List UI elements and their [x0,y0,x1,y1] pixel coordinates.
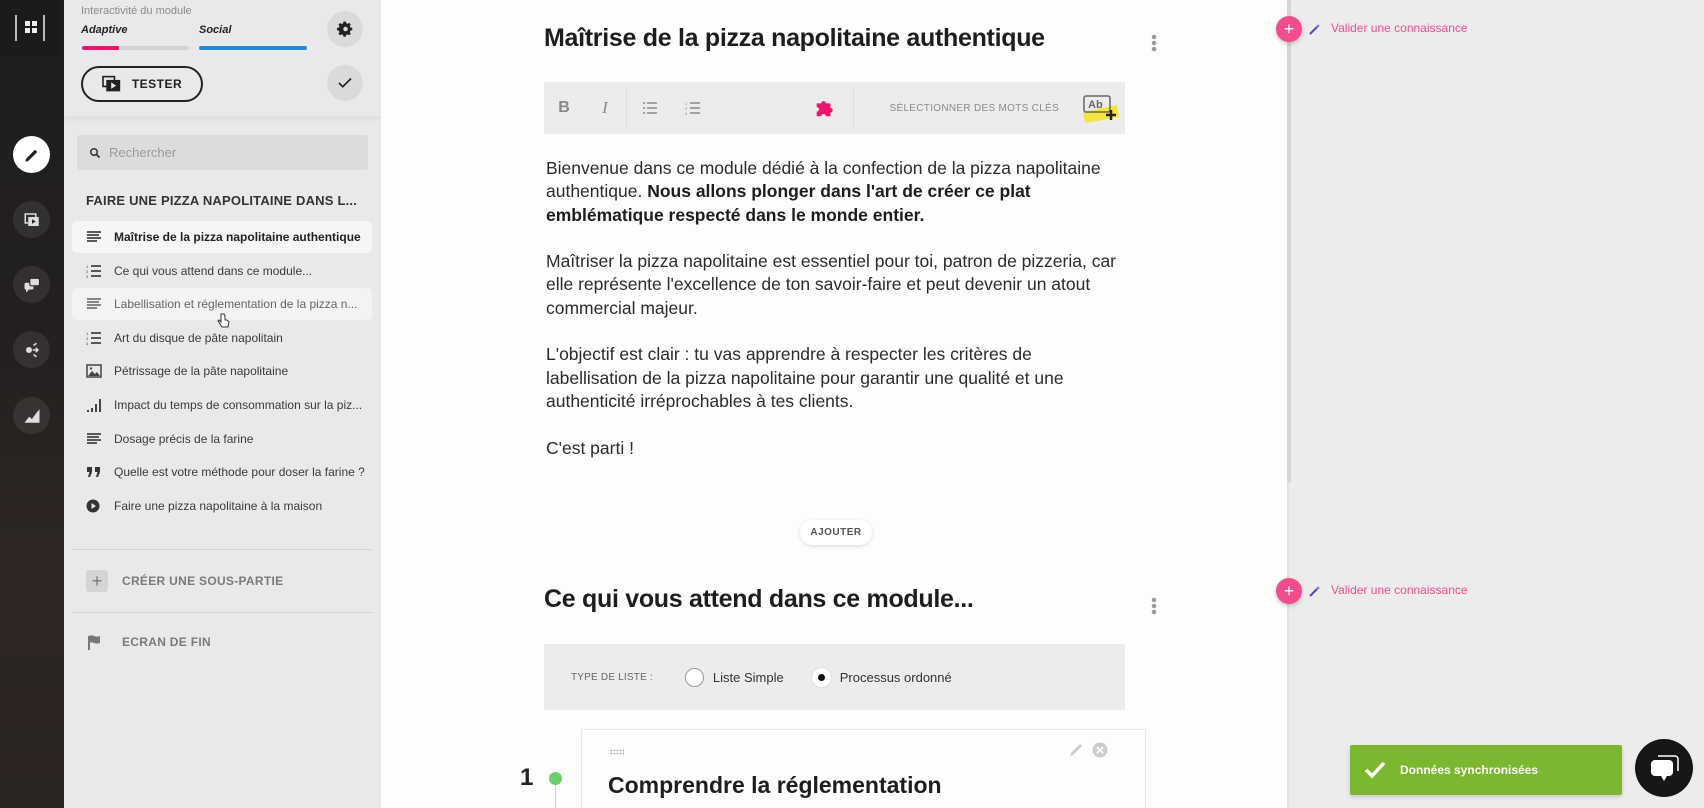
validate-module-button[interactable] [327,65,363,101]
tester-label: TESTER [131,77,183,91]
gear-icon [336,20,354,38]
image-icon [86,364,102,378]
settings-button[interactable] [327,11,363,47]
chapter-item[interactable] [72,389,372,421]
plus-icon: + [1283,580,1295,601]
divider [72,549,372,550]
text-align-icon [86,230,102,244]
editor-main [381,0,1287,808]
step-status-dot [549,772,562,785]
keyword-ab-plus-icon [1081,88,1121,128]
knowledge-panel [1287,0,1704,808]
chapter-label: Dosage précis de la farine [114,431,254,446]
select-keywords-label[interactable]: SÉLECTIONNER DES MOTS CLÉS [889,102,1059,114]
add-block-button[interactable]: AJOUTER [800,520,872,545]
radio-simple-list[interactable]: Liste Simple [685,668,784,687]
bold-button[interactable]: B [558,99,570,116]
ordered-list-icon [685,101,701,115]
bullet-list-icon [642,101,658,115]
flag-icon [86,634,108,650]
paragraph: Bienvenue dans ce module dédié à la confection de la pizza napolitaine authentique. Nous allons plonger dans l'art de créer ce plat emblématique respecté dans le monde entier. [546,158,1101,225]
puzzle-piece-icon [813,97,835,119]
validate-knowledge-link[interactable]: Valider une connaissance [1331,21,1468,35]
search-input[interactable] [109,145,349,160]
chapter-item[interactable] [72,221,372,253]
magic-wand-icon [1309,23,1321,35]
toast-message: Données synchronisées [1400,763,1539,777]
toolbar-divider [853,90,854,126]
chapter-list [72,221,372,523]
plus-icon: + [1283,18,1295,39]
section-body-text[interactable] [546,157,1126,483]
rail-share-button[interactable] [13,331,50,368]
svg-text:1: 1 [86,263,89,269]
chapter-item[interactable] [72,456,372,488]
step-number: 1 [520,764,534,791]
add-knowledge-button[interactable] [1276,16,1302,42]
rail-analytics-button[interactable] [13,397,50,434]
italic-button[interactable]: I [602,98,608,117]
checkmark-icon [1364,761,1386,779]
svg-text:3: 3 [86,273,89,278]
add-knowledge-button[interactable] [1276,578,1302,604]
svg-text:1: 1 [86,330,89,336]
search-icon [89,147,101,159]
chat-support-button[interactable] [1635,739,1693,797]
text-align-icon [86,297,102,311]
svg-text:Ab: Ab [1088,99,1103,111]
rail-social-button[interactable] [13,266,50,303]
social-progress-bar [199,46,307,50]
app-logo[interactable] [0,0,60,56]
chapter-label: Impact du temps de consommation sur la piz... [114,397,363,412]
paragraph: Maîtriser la pizza napolitaine est essentiel pour toi, patron de pizzeria, car elle représente l'excellence de ton savoir-faire et peut devenir un atout commercial majeur. [546,251,1117,318]
signal-bars-icon [86,398,102,412]
radio-ordered-process[interactable]: Processus ordonné [812,668,952,687]
chapter-label: Quelle est votre méthode pour doser la farine ? [114,465,365,480]
radio-circle [812,668,831,687]
chapter-label: Maîtrise de la pizza napolitaine authentique [114,230,361,244]
hand-cursor-icon [216,313,230,329]
create-subpart-button[interactable] [86,570,283,592]
search-box[interactable] [77,135,368,170]
app-rail [0,0,64,808]
sync-toast [1350,745,1622,795]
adaptive-progress-bar [82,46,189,50]
chapter-label: Pétrissage de la pâte napolitaine [114,364,289,379]
module-settings-header [64,0,381,116]
ordered-list-icon [86,264,102,278]
share-nodes-icon [23,341,41,359]
end-screen-label: ECRAN DE FIN [122,635,211,649]
text-align-icon [86,432,102,446]
magic-wand-icon [1309,585,1321,597]
svg-text:2: 2 [86,268,89,274]
play-slides-icon [102,75,122,93]
chapter-item[interactable] [72,423,372,455]
text-toolbar [544,82,1125,134]
module-sidebar [64,0,381,808]
ordered-list-button[interactable] [673,82,713,134]
list-type-label: TYPE DE LISTE : [571,671,653,683]
ordered-list-icon [86,331,102,345]
paragraph: L'objectif est clair : tu vas apprendre à respecter les critères de labellisation de la pizza napolitaine pour garantir une qualité et une authenticité irréprochables à tes clients. [546,344,1064,411]
section-title[interactable]: Ce qui vous attend dans ce module... [544,585,974,613]
svg-text:3: 3 [685,111,688,115]
more-options-icon[interactable] [1151,34,1157,52]
checkmark-icon [336,74,354,92]
svg-text:2: 2 [86,335,89,341]
quote-icon [86,465,102,479]
step-title[interactable]: Comprendre la réglementation [608,772,942,798]
bullet-list-button[interactable] [627,82,673,134]
pencil-icon [23,146,41,164]
pencil-icon[interactable] [1068,742,1084,758]
section-title[interactable]: Maîtrise de la pizza napolitaine authentique [544,24,1045,52]
rail-edit-button[interactable] [13,136,50,173]
add-keyword-button[interactable] [1081,88,1121,128]
create-subpart-label: CRÉER UNE SOUS-PARTIE [122,574,284,588]
validate-knowledge-link[interactable]: Valider une connaissance [1331,583,1468,597]
chat-bubbles-icon [23,276,41,294]
play-circle-icon [86,499,102,513]
grid-logo-icon [15,15,45,41]
svg-text:2: 2 [685,106,688,111]
play-slides-icon [23,211,41,229]
svg-text:1: 1 [685,101,688,106]
end-screen-button[interactable] [86,634,211,650]
panel-scrollbar[interactable] [1287,0,1291,482]
more-options-icon[interactable] [1151,597,1157,615]
area-chart-icon [23,407,41,425]
plus-icon: + [86,570,108,592]
divider [72,612,372,613]
step-connector [555,785,556,808]
module-title: FAIRE UNE PIZZA NAPOLITAINE DANS L... [86,193,358,208]
chapter-label: Faire une pizza napolitaine à la maison [114,498,323,513]
svg-text:3: 3 [86,340,89,345]
close-circle-icon[interactable] [1092,742,1108,758]
adaptive-mode-label[interactable]: Adaptive [81,24,128,36]
radio-circle [685,668,704,687]
chapter-item[interactable] [72,355,372,387]
paragraph: C'est parti ! [546,437,634,458]
list-type-selector [544,644,1125,710]
chapter-label: Ce qui vous attend dans ce module... [114,263,313,278]
chapter-label: Labellisation et réglementation de la pizza n... [114,297,358,312]
tester-button[interactable] [81,66,203,102]
plugin-button[interactable] [713,82,839,134]
chapter-item[interactable] [72,490,372,522]
panel-divider [1287,482,1289,808]
step-card[interactable] [581,729,1146,808]
chapter-label: Art du disque de pâte napolitain [114,330,283,345]
drag-handle-icon[interactable] [610,749,624,755]
chat-bubble-icon [1649,754,1679,782]
interactivity-label: Interactivité du module [81,5,192,17]
chapter-item[interactable] [72,255,372,287]
social-mode-label[interactable]: Social [199,24,232,36]
rail-preview-button[interactable] [13,201,50,238]
